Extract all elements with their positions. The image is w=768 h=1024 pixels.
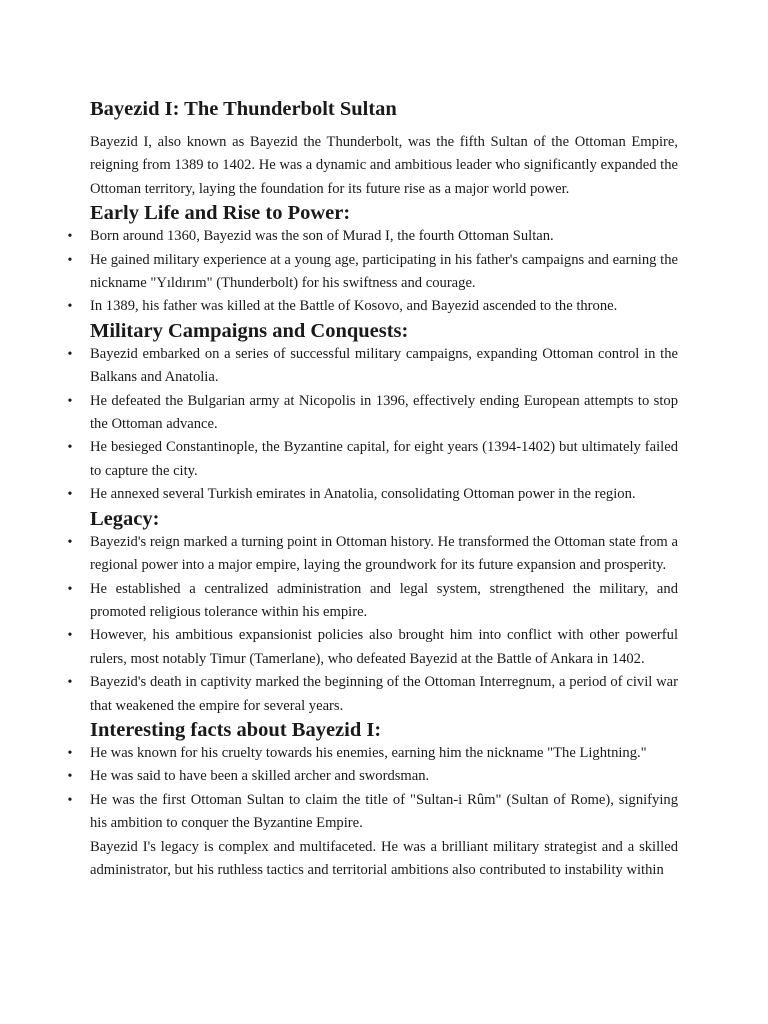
document-body (67, 96, 678, 882)
bullet-icon: • (67, 440, 73, 456)
list-item (67, 671, 678, 718)
list-item-text: Bayezid's reign marked a turning point in Ottoman history. He transformed the Ottoman state from a regional power into a major empire, laying the groundwork for its future expansion and prosperity. (90, 533, 678, 574)
list-item-text: Bayezid's death in captivity marked the beginning of the Ottoman Interregnum, a period of civil war that weakened the empire for several years. (90, 674, 678, 714)
bullet-icon: • (67, 628, 73, 644)
section-military-campaigns (67, 319, 678, 507)
list-item (67, 483, 678, 506)
intro-paragraph: Bayezid I, also known as Bayezid the Thunderbolt, was the fifth Sultan of the Ottoman Empire, reigning from 1389 to 1402. He was a dynamic and ambitious leader who significantly expanded the Ottoman territory, laying the foundation for its future rise as a major world power. (90, 134, 678, 197)
bullet-list (67, 225, 678, 319)
section-heading: Early Life and Rise to Power: (90, 202, 351, 225)
list-item (67, 742, 678, 765)
list-item (67, 295, 678, 318)
list-item-text: In 1389, his father was killed at the Battle of Kosovo, and Bayezid ascended to the throne. (90, 298, 618, 315)
list-item (67, 578, 678, 625)
bullet-icon: • (67, 252, 73, 268)
bullet-icon: • (67, 299, 73, 315)
bullet-icon: • (67, 581, 73, 597)
section-legacy (67, 507, 678, 718)
list-item-text: However, his ambitious expansionist policies also brought him into conflict with other powerful rulers, most notably Timur (Tamerlane), who defeated Bayezid at the Battle of Ankara in 1402. (90, 627, 678, 667)
bullet-icon: • (67, 745, 73, 761)
list-item-text: He established a centralized administration and legal system, strengthened the military, and promoted religious tolerance within his empire. (90, 580, 678, 620)
list-item (67, 436, 678, 483)
section-early-life (67, 201, 678, 319)
section-heading: Military Campaigns and Conquests: (90, 319, 409, 342)
section-heading: Legacy: (90, 507, 160, 530)
list-item-text: He defeated the Bulgarian army at Nicopolis in 1396, effectively ending European attempts to stop the Ottoman advance. (90, 392, 678, 433)
bullet-icon: • (67, 792, 73, 808)
list-item (67, 624, 678, 671)
bullet-icon: • (67, 487, 73, 503)
list-item (67, 789, 678, 836)
bullet-icon: • (67, 229, 73, 245)
list-item-text: He was said to have been a skilled archer and swordsman. (90, 768, 430, 785)
section-heading: Interesting facts about Bayezid I: (90, 718, 382, 741)
list-item (67, 249, 678, 296)
list-item-text: He annexed several Turkish emirates in Anatolia, consolidating Ottoman power in the region. (90, 486, 636, 503)
list-item (67, 531, 678, 578)
list-item-text: He besieged Constantinople, the Byzantine capital, for eight years (1394-1402) but ultimately failed to capture the city. (90, 439, 678, 479)
list-item (67, 343, 678, 390)
page-title: Bayezid I: The Thunderbolt Sultan (90, 98, 397, 120)
bullet-list (67, 343, 678, 507)
bullet-icon: • (67, 346, 73, 362)
bullet-icon: • (67, 534, 73, 550)
bullet-icon: • (67, 393, 73, 409)
bullet-list (67, 742, 678, 836)
section-interesting-facts (67, 718, 678, 836)
bullet-icon: • (67, 769, 73, 785)
bullet-icon: • (67, 675, 73, 691)
list-item (67, 390, 678, 437)
list-item (67, 765, 678, 788)
list-item-text: Born around 1360, Bayezid was the son of Murad I, the fourth Ottoman Sultan. (90, 228, 554, 245)
bullet-list (67, 531, 678, 718)
list-item-text: He was the first Ottoman Sultan to claim the title of "Sultan-i Rûm" (Sultan of Rome), signifying his ambition to conquer the Byzantine Empire. (90, 791, 678, 832)
list-item-text: Bayezid embarked on a series of successful military campaigns, expanding Ottoman control in the Balkans and Anatolia. (90, 345, 678, 386)
list-item-text: He gained military experience at a young age, participating in his father's campaigns and earning the nickname "Yıldırım" (Thunderbolt) for his swiftness and courage. (90, 251, 678, 292)
list-item-text: He was known for his cruelty towards his enemies, earning him the nickname "The Lightning." (90, 744, 647, 761)
list-item (67, 225, 678, 248)
closing-paragraph: Bayezid I's legacy is complex and multifaceted. He was a brilliant military strategist and a skilled administrator, but his ruthless tactics and territorial ambitions also contributed to instability within (90, 838, 678, 878)
